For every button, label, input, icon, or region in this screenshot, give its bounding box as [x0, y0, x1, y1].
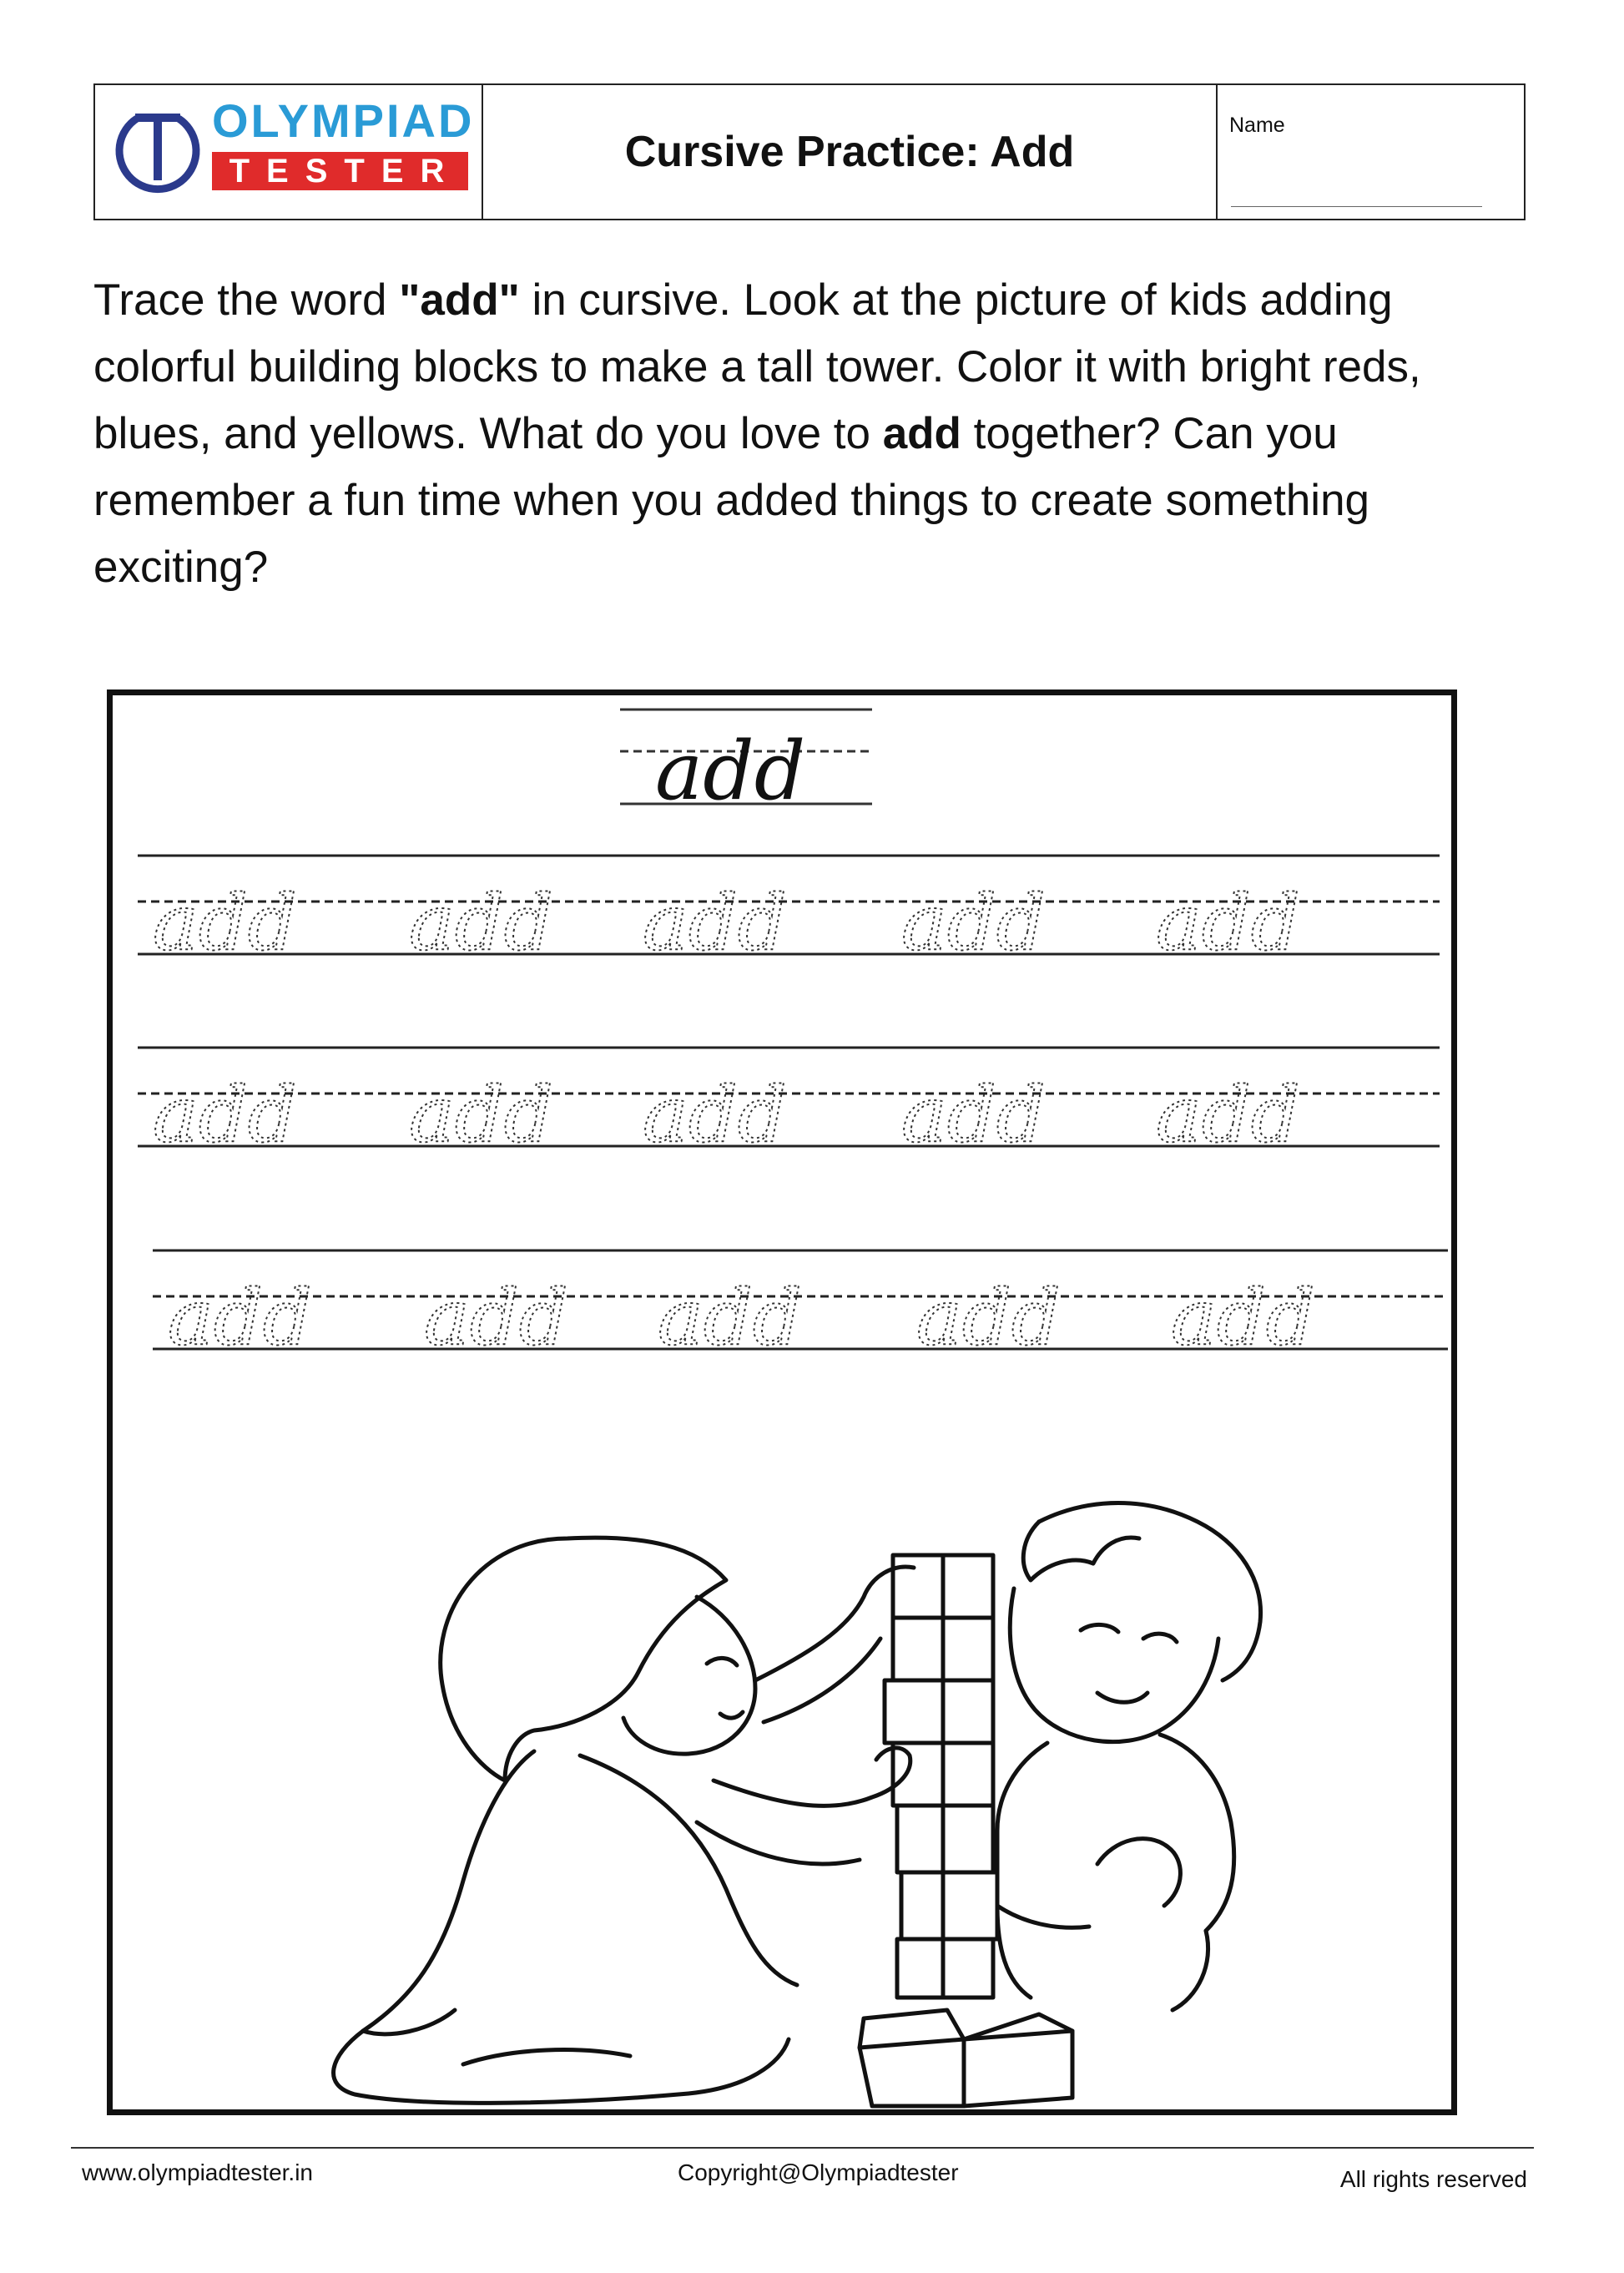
- logo-cell: [95, 85, 483, 219]
- girl-hair: [441, 1538, 726, 1781]
- girl-legs: [334, 2031, 789, 2103]
- girl-body: [363, 1751, 534, 2034]
- instructions-paragraph: [93, 267, 1529, 601]
- trace-word[interactable]: add: [409, 878, 553, 967]
- trace-word[interactable]: add: [1171, 1273, 1315, 1362]
- trace-rows: [138, 856, 1448, 1362]
- title-cell: [483, 85, 1218, 219]
- trace-word[interactable]: add: [658, 1273, 802, 1362]
- worksheet-canvas: [113, 695, 1451, 2109]
- instructions-text-2: in cursive. Look at the picture of kids adding colorful building blocks to make a tall tower. Color it with bright reds, blues, and yellows. What do you love to: [93, 275, 1421, 458]
- page-title: Cursive Practice: Add: [624, 128, 1075, 176]
- boy-body: [997, 1743, 1089, 1927]
- trace-word[interactable]: add: [1156, 878, 1300, 967]
- name-write-line[interactable]: [1231, 206, 1482, 207]
- name-label: Name: [1229, 114, 1285, 137]
- trace-word[interactable]: add: [168, 1273, 312, 1362]
- olympiad-tester-logo-icon: [112, 100, 204, 200]
- boy-hair: [1039, 1503, 1261, 1681]
- instructions-bold-1: "add": [399, 275, 520, 325]
- worksheet-header: [93, 83, 1526, 220]
- kids-stacking-blocks-illustration: [334, 1503, 1261, 2107]
- trace-word[interactable]: add: [901, 878, 1046, 967]
- trace-word[interactable]: add: [153, 878, 297, 967]
- instructions-text-3: together? Can you remember a fun time when you added things to create something exciting?: [93, 409, 1370, 592]
- boy-face: [1010, 1589, 1218, 1742]
- trace-word[interactable]: add: [916, 1273, 1061, 1362]
- worksheet-frame: [107, 689, 1457, 2115]
- footer-divider: [71, 2147, 1534, 2149]
- trace-word[interactable]: add: [643, 1070, 787, 1159]
- logo-olympiad-text: OLYMPIAD: [212, 94, 475, 147]
- girl-face: [623, 1597, 755, 1754]
- footer-rights: All rights reserved: [1339, 2166, 1527, 2192]
- model-word: add: [655, 725, 806, 818]
- trace-word[interactable]: add: [409, 1070, 553, 1159]
- trace-word[interactable]: add: [424, 1273, 568, 1362]
- instructions-text-1: Trace the word: [93, 275, 400, 325]
- trace-word[interactable]: add: [901, 1070, 1046, 1159]
- trace-word[interactable]: add: [643, 878, 787, 967]
- girl-arm-left: [714, 1748, 910, 1806]
- instructions-bold-2: add: [882, 409, 961, 458]
- block-tower: [860, 1555, 1072, 2106]
- girl-arm-up: [755, 1567, 914, 1680]
- logo-tester-text: TESTER: [212, 152, 468, 190]
- boy-arm: [1097, 1839, 1180, 1906]
- trace-word[interactable]: add: [153, 1070, 297, 1159]
- trace-word[interactable]: add: [1156, 1070, 1300, 1159]
- name-cell[interactable]: [1218, 85, 1524, 219]
- footer-copyright: Copyright@Olympiadtester: [678, 2159, 959, 2185]
- footer-website: www.olympiadtester.in: [82, 2159, 314, 2185]
